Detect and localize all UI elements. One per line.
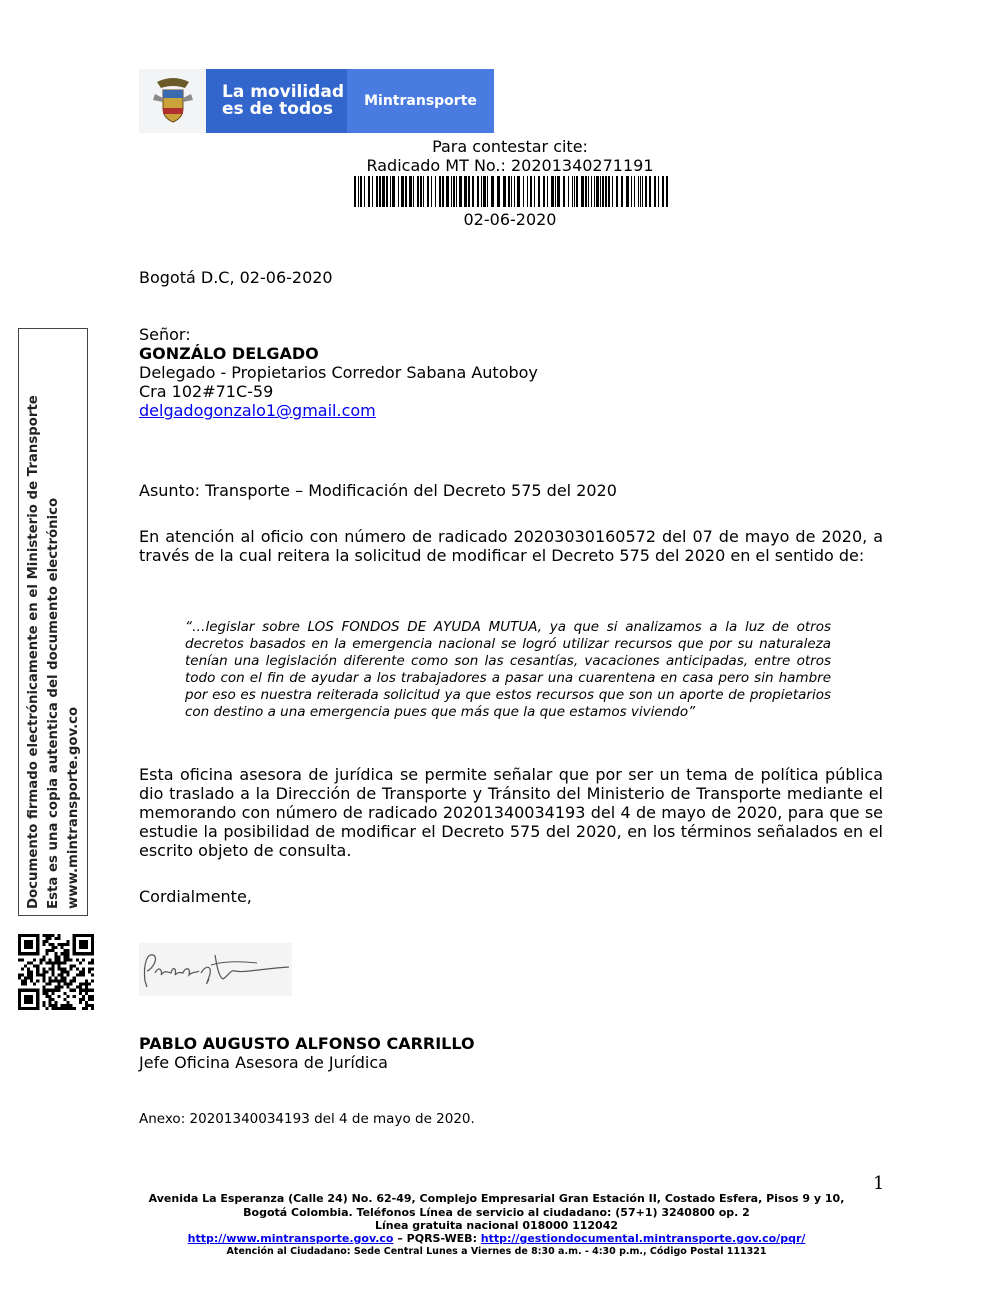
signer-name: PABLO AUGUSTO ALFONSO CARRILLO [139, 1034, 475, 1053]
logo-slogan: La movilidad es de todos [206, 69, 347, 133]
signer-title: Jefe Oficina Asesora de Jurídica [139, 1053, 388, 1072]
annex-note: Anexo: 20201340034193 del 4 de mayo de 2020. [139, 1111, 475, 1127]
quoted-request: “…legislar sobre LOS FONDOS DE AYUDA MUTUA, ya que si analizamos a la luz de otros decretos basados en la emergencia nacional se logró utilizar recursos que por su naturaleza tenían una legislación diferente como son las cesantías, vacaciones anticipadas, entre otros todo con el fin de ayudar a los trabajadores a pasar una cuarentena en casa pero sin hambre por eso es nuestra reiterada solicitud ya que estos recursos que son un aporte de propietarios con destino a una emergencia pues que más que la que estamos viviendo” [185, 619, 831, 720]
stamp-line-1: Documento firmado electrónicamente en el Ministerio de Transporte [26, 395, 41, 909]
radicado-number: Radicado MT No.: 20201340271191 [366, 156, 654, 175]
footer-address: Avenida La Esperanza (Calle 24) No. 62-49, Complejo Empresarial Gran Estación II, Costado Esfera, Pisos 9 y 10, Bogotá Colombia. Teléfonos Línea de servicio al ciudadano: (57+1) 3240800 op. 2 [148, 1192, 845, 1219]
cite-label: Para contestar cite: [432, 137, 588, 156]
footer-hours: Atención al Ciudadano: Sede Central Lunes a Viernes de 8:30 a.m. - 4:30 p.m., Código Postal 111321 [226, 1246, 767, 1257]
ministry-logo [139, 69, 494, 133]
place-date: Bogotá D.C, 02-06-2020 [139, 268, 333, 287]
barcode [354, 176, 668, 207]
footer-separator: – PQRS-WEB: [393, 1232, 481, 1245]
signer-block [139, 1034, 475, 1072]
qr-code [18, 934, 94, 1010]
recipient-role: Delegado - Propietarios Corredor Sabana Autoboy [139, 363, 538, 382]
footer-links [139, 1232, 854, 1246]
recipient-name: GONZÁLO DELGADO [139, 344, 319, 363]
recipient-block [139, 325, 538, 420]
radicado-date: 02-06-2020 [463, 210, 557, 229]
recipient-email-link[interactable]: delgadogonzalo1@gmail.com [139, 401, 376, 420]
recipient-address: Cra 102#71C-59 [139, 382, 274, 401]
footer-phone: Línea gratuita nacional 018000 112042 [374, 1219, 619, 1232]
closing: Cordialmente, [139, 887, 252, 906]
page-number: 1 [873, 1173, 885, 1194]
subject: Asunto: Transporte – Modificación del Decreto 575 del 2020 [139, 481, 617, 500]
salutation: Señor: [139, 325, 191, 344]
stamp-line-3: www.mintransporte.gov.co [66, 706, 81, 909]
handwritten-signature [139, 943, 292, 996]
stamp-line-2: Esta es una copia autentica del documento electrónico [46, 497, 61, 909]
pqrs-link[interactable]: http://gestiondocumental.mintransporte.gov.co/pqr/ [480, 1232, 806, 1245]
coat-of-arms-icon [139, 69, 206, 133]
logo-brand: Mintransporte [347, 69, 494, 133]
electronic-signature-stamp [18, 328, 88, 916]
body-paragraph-2: Esta oficina asesora de jurídica se permite señalar que por ser un tema de política pública dio traslado a la Dirección de Transporte y Tránsito del Ministerio de Transporte mediante el memorando con número de radicado 20201340034193 del 4 de mayo de 2020, para que se estudie la posibilidad de modificar el Decreto 575 del 2020, en los términos señalados en el escrito objeto de consulta. [139, 765, 883, 860]
body-paragraph-1: En atención al oficio con número de radicado 20203030160572 del 07 de mayo de 2020, a través de la cual reitera la solicitud de modificar el Decreto 575 del 2020 en el sentido de: [139, 527, 883, 565]
website-link[interactable]: http://www.mintransporte.gov.co [187, 1232, 394, 1245]
